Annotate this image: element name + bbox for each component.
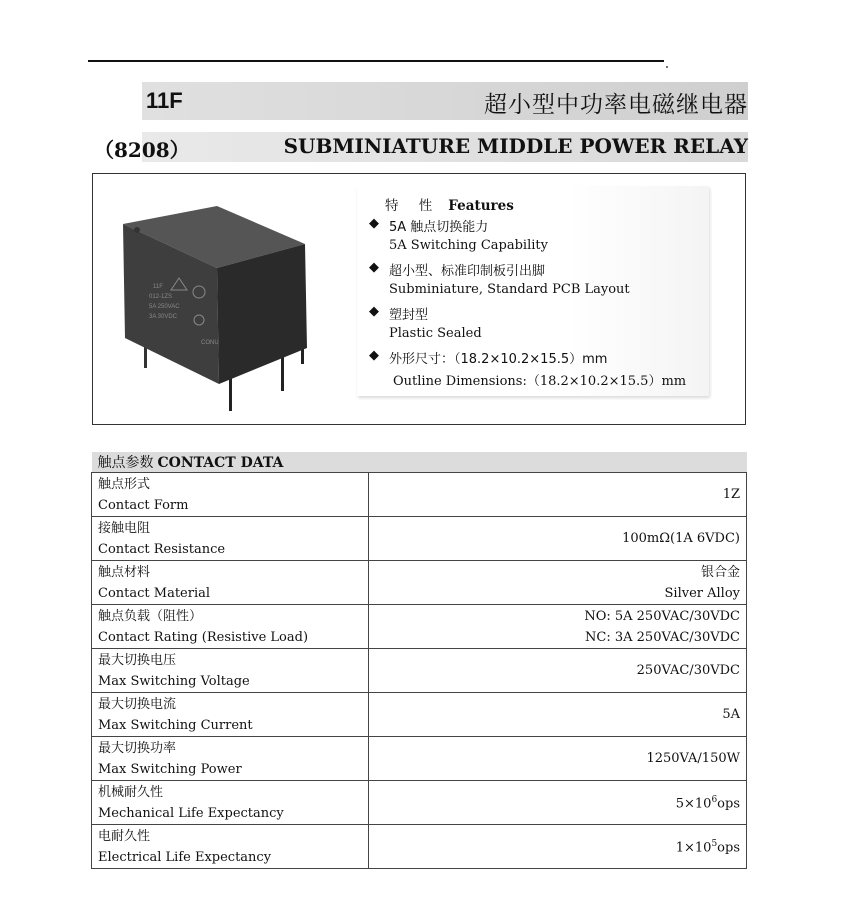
row-label-en: Contact Rating (Resistive Load)	[98, 629, 309, 645]
row-label-cn: 机械耐久性	[98, 784, 164, 800]
feature-2-cn: 超小型、标准印制板引出脚	[389, 264, 546, 279]
features-title-en: Features	[448, 198, 514, 214]
feature-1-cn: 5A 触点切换能力	[389, 220, 489, 235]
bullet-diamond-icon: ◆	[369, 216, 379, 231]
row-value-cn: 银合金	[700, 564, 740, 580]
row-value-no: NO: 5A 250VAC/30VDC	[584, 608, 740, 624]
row-label-en: Mechanical Life Expectancy	[98, 805, 284, 821]
row-label-en: Contact Resistance	[98, 541, 226, 557]
feature-3-cn: 塑封型	[389, 308, 429, 323]
row-label-en: Max Switching Power	[98, 761, 242, 777]
decorative-dot	[666, 66, 668, 68]
feature-2-en: Subminiature, Standard PCB Layout	[389, 282, 630, 297]
bullet-diamond-icon: ◆	[369, 260, 379, 275]
relay-product-image	[109, 186, 309, 411]
table-row	[92, 605, 747, 649]
feature-3-en: Plastic Sealed	[389, 326, 482, 341]
row-value-exponent: 6	[711, 795, 718, 806]
table-row	[92, 473, 747, 517]
row-value-unit: ops	[717, 796, 740, 812]
relay-marking-brand: CONU	[201, 340, 219, 346]
row-value-nc: NC: 3A 250VAC/30VDC	[585, 629, 740, 645]
row-label-en: Contact Form	[98, 497, 189, 513]
relay-marking-line1: 11F	[153, 284, 163, 290]
top-rule	[88, 60, 664, 62]
contact-data-table	[91, 452, 747, 869]
row-label-cn: 电耐久性	[98, 828, 151, 844]
contact-data-header-en: CONTACT DATA	[157, 455, 284, 471]
relay-marking-line4: 3A 30VDC	[149, 314, 178, 320]
features-title-cn: 特 性	[385, 198, 441, 214]
row-label-en: Electrical Life Expectancy	[98, 849, 272, 865]
table-row	[92, 737, 747, 781]
contact-data-header	[92, 452, 747, 473]
table-row	[92, 781, 747, 825]
row-value: 1250VA/150W	[369, 737, 747, 781]
row-value-unit: ops	[717, 840, 740, 856]
row-label-en: Contact Material	[98, 585, 211, 601]
row-value-base: 5×10	[675, 796, 712, 812]
table-row	[92, 517, 747, 561]
row-label-cn: 最大切换功率	[98, 740, 177, 756]
row-value: 5A	[369, 693, 747, 737]
feature-4-en: Outline Dimensions:（18.2×10.2×15.5）mm	[393, 374, 687, 389]
features-box	[92, 173, 746, 425]
row-value	[369, 825, 747, 869]
row-value	[369, 781, 747, 825]
row-label-en: Max Switching Voltage	[98, 673, 250, 689]
feature-4-cn: 外形尺寸：（18.2×10.2×15.5）mm	[389, 352, 608, 367]
row-label-cn: 触点形式	[98, 476, 151, 492]
row-label-cn: 接触电阻	[98, 520, 151, 536]
model-number: 11F	[146, 88, 183, 113]
table-row	[92, 693, 747, 737]
row-label-cn: 最大切换电压	[98, 652, 177, 668]
relay-marking-line2: 012-1ZS	[149, 294, 173, 300]
table-row	[92, 649, 747, 693]
row-value-en: Silver Alloy	[664, 585, 740, 601]
row-value-exponent: 5	[711, 839, 718, 850]
row-label-cn: 触点负载（阻性）	[98, 608, 203, 624]
title-english: SUBMINIATURE MIDDLE POWER RELAY	[283, 134, 748, 158]
row-label-en: Max Switching Current	[98, 717, 253, 733]
title-chinese: 超小型中功率电磁继电器	[484, 92, 748, 118]
feature-1-en: 5A Switching Capability	[389, 238, 548, 253]
row-label-cn: 触点材料	[98, 564, 151, 580]
relay-marking-line3: 5A 250VAC	[149, 304, 180, 310]
bullet-diamond-icon: ◆	[369, 304, 379, 319]
row-label-cn: 最大切换电流	[98, 696, 177, 712]
series-code: （8208）	[94, 138, 190, 162]
table-row	[92, 561, 747, 605]
contact-data-header-cn: 触点参数	[97, 455, 154, 471]
features-title	[385, 194, 514, 214]
row-value: 1Z	[369, 473, 747, 517]
row-value-base: 1×10	[675, 840, 712, 856]
row-value: 250VAC/30VDC	[369, 649, 747, 693]
row-value: 100mΩ(1A 6VDC)	[369, 517, 747, 561]
bullet-diamond-icon: ◆	[369, 348, 379, 363]
table-row	[92, 825, 747, 869]
